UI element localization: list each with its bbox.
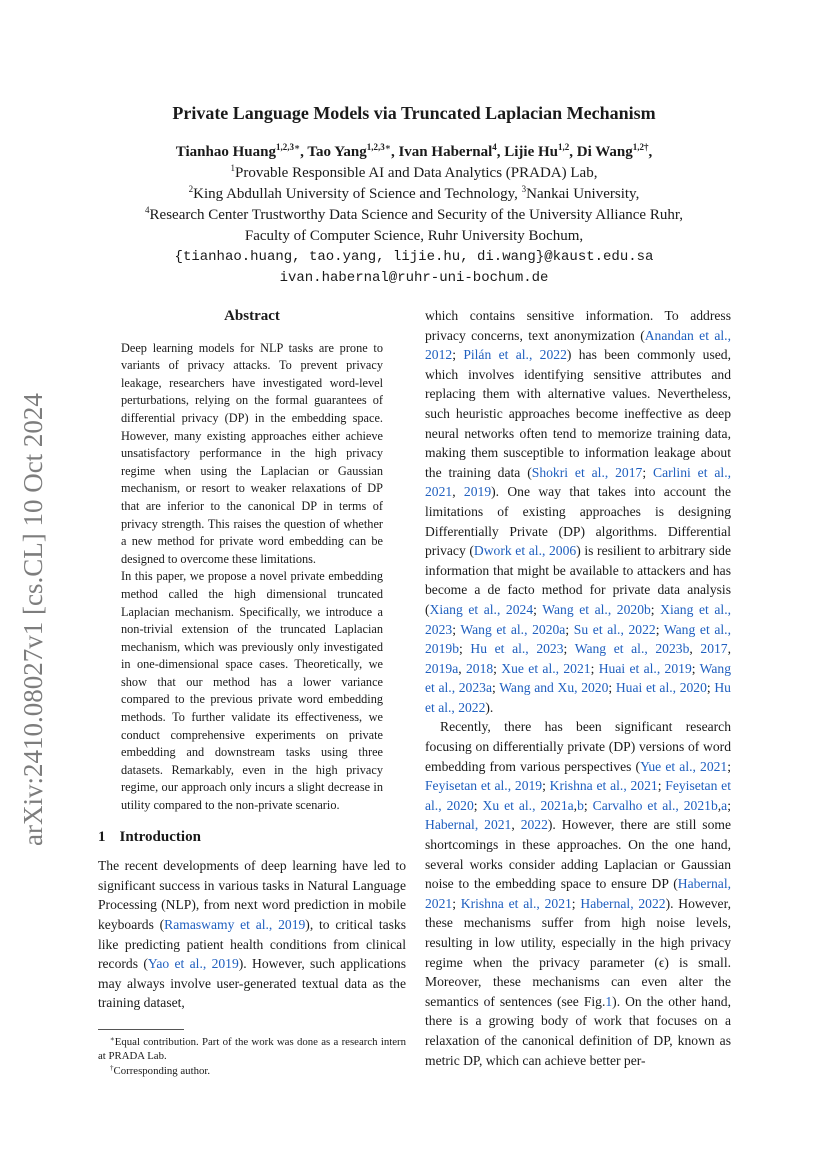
paper-title: Private Language Models via Truncated Laplacian Mechanism (172, 103, 656, 123)
citation-link[interactable]: Shokri et al., 2017 (531, 464, 643, 480)
affiliation-2: $^2$King Abdullah University of Science and Technology, $^3$Nankai University, (188, 184, 640, 202)
intro-paragraph-2: Recently, there has been significant research focusing on differentially private (DP) versions of word embedding from various perspectives (Yue et al., 2021; Feyisetan et al., 2019; Krishna et al., 2021; Feyisetan et al., 2020; Xu et al., 2021a,b; Carvalho et al., 2021b,a; Habernal, 2021, 2022). However, there are still some shortcomings in these approaches. On the one hand, several works consider adding Laplacian or Gaussian noise to the embedding space to ensure DP (Habernal, 2021; Krishna et al., 2021; Habernal, 2022). However, these mechanisms suffer from high noise levels, resulting in low utility, especially in the high privacy regime when the privacy parameter (ϵ) is small. Moreover, these mechanisms can even alter the semantics of sentences (see Fig.1). On the other hand, there is a growing body of work that focuses on a relaxation of the canonical definition of DP, known as metric DP, which can achieve better per- (425, 719, 732, 1068)
citation-link[interactable]: Su et al., 2022 (573, 621, 656, 637)
email-line-1: {tianhao.huang, tao.yang, lijie.hu, di.wang}@kaust.edu.sa (174, 249, 654, 265)
citation-link[interactable]: Xiang et al., 2024 (429, 601, 534, 617)
citation-link[interactable]: Carvalho et al., 2021b (592, 797, 718, 813)
footnote-rule (98, 1029, 184, 1030)
citation-link[interactable]: Feyisetan et al., 2019 (425, 778, 543, 794)
citation-link[interactable]: Pilán et al., 2022 (463, 347, 567, 363)
citation-link[interactable]: Wang et al., 2020b (542, 601, 651, 617)
citation-link[interactable]: Wang and Xu, 2020 (499, 680, 609, 696)
author-names: Tianhao Huang$^{1,2,3∗}$, Tao Yang$^{1,2,3∗}$, Ivan Habernal$^4$, Lijie Hu$^{1,2}$, Di Wang$^{1,2\dagger}$, (175, 142, 653, 160)
citation-link[interactable]: Yue et al., 2021 (640, 758, 728, 774)
email-line-2: ivan.habernal@ruhr-uni-bochum.de (279, 270, 549, 286)
section-title: Introduction (119, 828, 201, 845)
section-heading-introduction (98, 828, 406, 848)
author-block (0, 142, 828, 289)
citation-link[interactable]: Habernal, 2021 (425, 876, 731, 911)
footnote-1: ∗Equal contribution. Part of the work was done as a research intern at PRADA Lab. (98, 1035, 406, 1062)
citation-link[interactable]: Xu et al., 2021a (482, 797, 574, 813)
citation-link[interactable]: Krishna et al., 2021 (549, 778, 658, 794)
affiliation-3: $^4$Research Center Trustworthy Data Science and Security of the University Alliance Ruhr, (145, 205, 683, 223)
citation-link[interactable]: 2018 (465, 660, 494, 676)
citation-link[interactable]: Feyisetan et al., 2020 (425, 778, 731, 813)
citation-link[interactable]: a (721, 797, 728, 813)
citation-link[interactable]: Wang et al., 2020a (460, 621, 566, 637)
abstract-body (98, 340, 406, 815)
footnote-2: †Corresponding author. (110, 1064, 211, 1077)
author-name: Ivan Habernal (398, 144, 493, 160)
left-column (98, 306, 406, 1013)
section-number: 1 (98, 828, 106, 845)
author-name: Tianhao Huang (175, 144, 276, 160)
affiliation-4: Faculty of Computer Science, Ruhr University Bochum, (244, 228, 584, 244)
abstract-heading: Abstract (224, 308, 280, 324)
citation-link[interactable]: Huai et al., 2019 (598, 660, 692, 676)
citation-link[interactable]: 2022 (520, 817, 548, 833)
citation-link[interactable]: 1 (605, 993, 613, 1009)
author-name: Di Wang (576, 144, 633, 160)
right-column (425, 306, 731, 1070)
citation-link[interactable]: Xue et al., 2021 (501, 660, 591, 676)
intro-paragraph-1: The recent developments of deep learning have led to significant success in various tasks in Natural Language Processing (NLP), from next word prediction in mobile keyboards (Ramaswamy et al., 2019), to critical tasks like predicting patient health conditions from clinical records (Yao et al., 2019). However, such applications may always involve user-generated textual data as the training dataset, (98, 858, 407, 1011)
citation-link[interactable]: Wang et al., 2019b (425, 621, 731, 657)
citation-link[interactable]: 2017 (700, 641, 728, 657)
citation-link[interactable]: Hu et al., 2023 (470, 641, 564, 657)
citation-link[interactable]: Habernal, 2021 (425, 817, 512, 833)
citation-link[interactable]: Wang et al., 2023a (425, 660, 731, 696)
citation-link[interactable]: Yao et al., 2019 (147, 956, 239, 972)
citation-link[interactable]: Huai et al., 2020 (615, 680, 707, 696)
intro-paragraph-1-continued: which contains sensitive information. To address privacy concerns, text anonymization (Anandan et al., 2012; Pilán et al., 2022) has been commonly used, which involves identifying sensitive attributes and replacing them with alternative values. Nevertheless, such heuristic approaches become ineffective as deep neural networks often tend to memorize training data, making them susceptible to information leakage about the training data (Shokri et al., 2017; Carlini et al., 2021, 2019). One way that takes into account the limitations of existing approaches is designing Differentially Private (DP) algorithms. Differential privacy (Dwork et al., 2006) is resilient to arbitrary side information that might be available to attackers and has become a de facto method for private data analysis (Xiang et al., 2024; Wang et al., 2020b; Xiang et al., 2023; Wang et al., 2020a; Su et al., 2022; Wang et al., 2019b; Hu et al., 2023; Wang et al., 2023b, 2017, 2019a, 2018; Xue et al., 2021; Huai et al., 2019; Wang et al., 2023a; Wang and Xu, 2020; Huai et al., 2020; Hu et al., 2022). (425, 308, 731, 715)
citation-link[interactable]: Ramaswamy et al., 2019 (164, 917, 306, 932)
author-affiliation-marks: 4 (492, 142, 497, 152)
author-name: Lijie Hu (504, 144, 558, 160)
citation-link[interactable]: Hu et al., 2022 (425, 680, 731, 715)
author-name: Tao Yang (307, 144, 367, 160)
citation-link[interactable]: Dwork et al., 2006 (473, 543, 577, 559)
citation-link[interactable]: Carlini et al., 2021 (425, 464, 731, 500)
footnotes (98, 1029, 406, 1079)
author-affiliation-marks: 1,2,3∗ (366, 142, 391, 152)
citation-link[interactable]: 2019 (463, 484, 492, 500)
author-affiliation-marks: 1,2† (632, 142, 649, 152)
author-affiliation-marks: 1,2,3∗ (275, 142, 301, 152)
citation-link[interactable]: Krishna et al., 2021 (460, 895, 572, 911)
abstract-paragraph-2: In this paper, we propose a novel private embedding method called the high dimensional truncated Laplacian mechanism. Specifically, we introduce a non-trivial extension of the truncated Laplacian mechanism, which was previously only investigated in one-dimensional space cases. Theoretically, we show that our method has a lower variance compared to the previous private word embedding methods. To further validate its effectiveness, we conduct comprehensive experiments on private embedding and downstream tasks using three datasets. Remarkably, even in the high privacy regime, our approach only incurs a slight decrease in utility compared to the non-private scenario. (121, 569, 383, 813)
arxiv-identifier-stamp: arXiv:2410.08027v1 [cs.CL] 10 Oct 2024 (18, 393, 48, 846)
citation-link[interactable]: Habernal, 2022 (580, 895, 666, 911)
citation-link[interactable]: Xiang et al., 2023 (425, 601, 731, 637)
author-affiliation-marks: 1,2 (558, 142, 570, 152)
citation-link[interactable]: 2019a (425, 660, 459, 676)
abstract-paragraph-1: Deep learning models for NLP tasks are prone to variants of privacy attacks. To prevent privacy leakage, researchers have investigated word-level perturbations, relying on the formal guarantees of differential privacy (DP) in the embedding space. However, many existing approaches either achieve unsatisfactory performance in the high privacy regime when using the Laplacian or Gaussian mechanism, or resort to weaker relaxations of DP that are inferior to the canonical DP in terms of privacy strength. This raises the question of whether a new method for private word embedding can be designed to overcome these limitations. (121, 340, 383, 566)
citation-link[interactable]: Wang et al., 2023b (574, 641, 690, 657)
citation-link[interactable]: b (577, 797, 584, 813)
affiliation-1: $^1$Provable Responsible AI and Data Analytics (PRADA) Lab, (230, 163, 598, 181)
citation-link[interactable]: Anandan et al., 2012 (425, 327, 731, 363)
